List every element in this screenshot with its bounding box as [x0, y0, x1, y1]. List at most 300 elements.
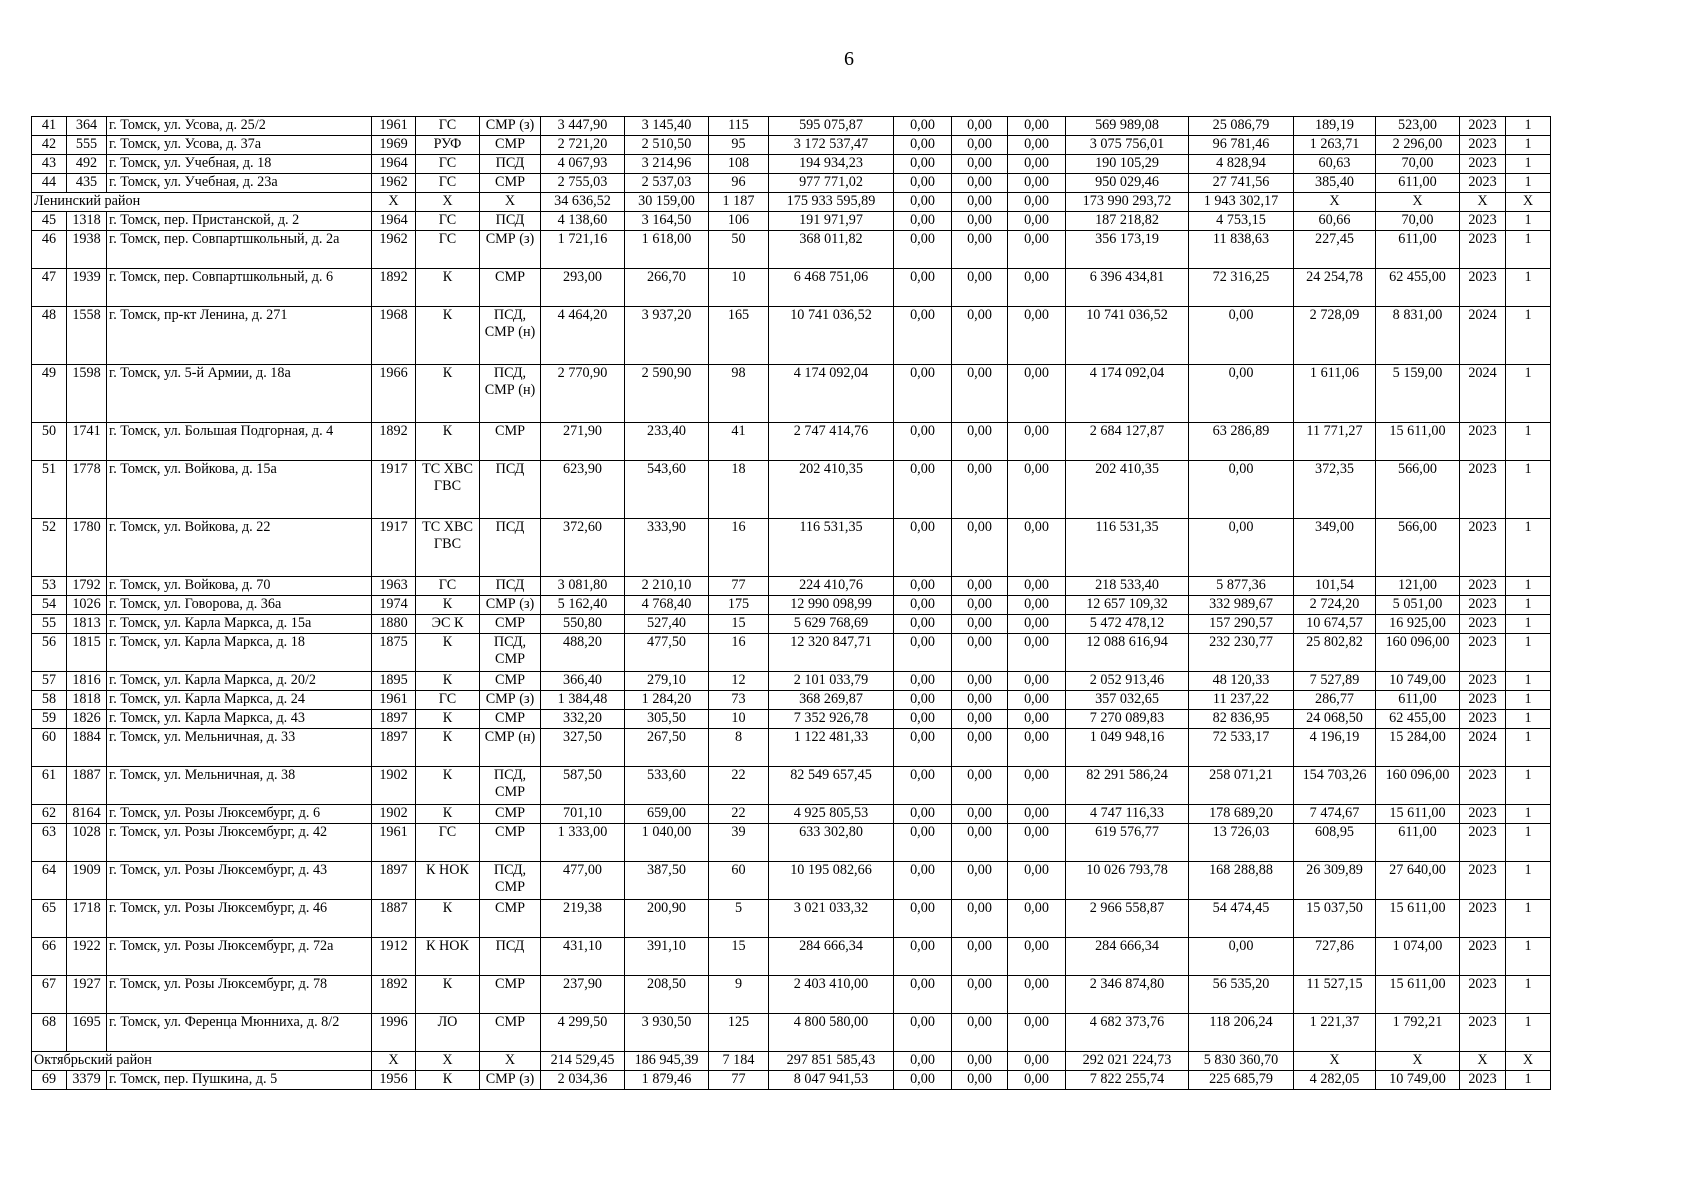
- build-year-cell: 1887: [372, 900, 416, 938]
- owner-funds-cell: 4 682 373,76: [1066, 1014, 1189, 1052]
- total-cost-cell: 368 011,82: [769, 231, 894, 269]
- registry-number-cell: 1598: [67, 365, 107, 423]
- table-row: [32, 307, 1551, 365]
- roof-material-cell: К: [416, 365, 480, 423]
- registry-number-cell: 1778: [67, 461, 107, 519]
- completion-year-cell: 2023: [1460, 824, 1506, 862]
- row-number-cell: 48: [32, 307, 67, 365]
- work-type-cell: СМР: [480, 1014, 541, 1052]
- residents-cell: 77: [709, 1071, 769, 1090]
- roof-material-cell: К НОК: [416, 862, 480, 900]
- build-year-cell: Х: [372, 1052, 416, 1071]
- federal-funds-cell: 0,00: [894, 938, 952, 976]
- completion-year-cell: Х: [1460, 1052, 1506, 1071]
- living-area-cell: 659,00: [625, 805, 709, 824]
- owner-funds-cell: 187 218,82: [1066, 212, 1189, 231]
- owner-funds-cell: 202 410,35: [1066, 461, 1189, 519]
- living-area-cell: 1 879,46: [625, 1071, 709, 1090]
- registry-number-cell: 492: [67, 155, 107, 174]
- roof-material-cell: К: [416, 710, 480, 729]
- completion-year-cell: 2024: [1460, 365, 1506, 423]
- total-cost-cell: 368 269,87: [769, 691, 894, 710]
- total-area-cell: 623,90: [541, 461, 625, 519]
- registry-number-cell: 1938: [67, 231, 107, 269]
- district-name: Октябрьский район: [32, 1052, 372, 1071]
- row-number-cell: 62: [32, 805, 67, 824]
- build-year-cell: 1902: [372, 767, 416, 805]
- work-type-cell: ПСД, СМР: [480, 862, 541, 900]
- work-type-cell: ПСД: [480, 938, 541, 976]
- roof-material-cell: Х: [416, 193, 480, 212]
- roof-material-cell: ЛО: [416, 1014, 480, 1052]
- work-type-cell: СМР: [480, 805, 541, 824]
- other-funds-cell: 13 726,03: [1189, 824, 1294, 862]
- completion-year-cell: 2023: [1460, 155, 1506, 174]
- local-funds-cell: 0,00: [1008, 938, 1066, 976]
- federal-funds-cell: 0,00: [894, 767, 952, 805]
- total-cost-cell: 116 531,35: [769, 519, 894, 577]
- registry-number-cell: 1818: [67, 691, 107, 710]
- total-area-cell: 219,38: [541, 900, 625, 938]
- living-area-cell: 3 214,96: [625, 155, 709, 174]
- build-year-cell: 1897: [372, 729, 416, 767]
- total-area-cell: 1 384,48: [541, 691, 625, 710]
- total-area-cell: 587,50: [541, 767, 625, 805]
- cost-per-sqm-cell: 349,00: [1294, 519, 1376, 577]
- build-year-cell: 1974: [372, 596, 416, 615]
- federal-funds-cell: 0,00: [894, 596, 952, 615]
- cost-per-sqm-cell: 727,86: [1294, 938, 1376, 976]
- roof-material-cell: ГС: [416, 577, 480, 596]
- max-cost-per-sqm-cell: 27 640,00: [1376, 862, 1460, 900]
- work-type-cell: СМР: [480, 174, 541, 193]
- work-type-cell: ПСД: [480, 577, 541, 596]
- regional-funds-cell: 0,00: [952, 634, 1008, 672]
- table-row: [32, 976, 1551, 1014]
- regional-funds-cell: 0,00: [952, 729, 1008, 767]
- living-area-cell: 3 164,50: [625, 212, 709, 231]
- living-area-cell: 533,60: [625, 767, 709, 805]
- residents-cell: 8: [709, 729, 769, 767]
- total-cost-cell: 977 771,02: [769, 174, 894, 193]
- other-funds-cell: 56 535,20: [1189, 976, 1294, 1014]
- cost-per-sqm-cell: 2 728,09: [1294, 307, 1376, 365]
- completion-year-cell: 2023: [1460, 938, 1506, 976]
- max-cost-per-sqm-cell: 15 611,00: [1376, 900, 1460, 938]
- other-funds-cell: 54 474,45: [1189, 900, 1294, 938]
- cost-per-sqm-cell: 26 309,89: [1294, 862, 1376, 900]
- regional-funds-cell: 0,00: [952, 231, 1008, 269]
- total-cost-cell: 82 549 657,45: [769, 767, 894, 805]
- address-cell: г. Томск, пр-кт Ленина, д. 271: [107, 307, 372, 365]
- other-funds-cell: 11 838,63: [1189, 231, 1294, 269]
- registry-number-cell: 3379: [67, 1071, 107, 1090]
- max-cost-per-sqm-cell: 611,00: [1376, 824, 1460, 862]
- completion-year-cell: 2023: [1460, 519, 1506, 577]
- cost-per-sqm-cell: 24 068,50: [1294, 710, 1376, 729]
- completion-year-cell: 2023: [1460, 212, 1506, 231]
- district-total-row: [32, 193, 1551, 212]
- local-funds-cell: 0,00: [1008, 710, 1066, 729]
- table-row: [32, 269, 1551, 307]
- row-number-cell: 67: [32, 976, 67, 1014]
- regional-funds-cell: 0,00: [952, 862, 1008, 900]
- registry-number-cell: 1028: [67, 824, 107, 862]
- federal-funds-cell: 0,00: [894, 805, 952, 824]
- living-area-cell: 391,10: [625, 938, 709, 976]
- living-area-cell: 477,50: [625, 634, 709, 672]
- other-funds-cell: 4 828,94: [1189, 155, 1294, 174]
- table-row: [32, 938, 1551, 976]
- local-funds-cell: 0,00: [1008, 596, 1066, 615]
- address-cell: г. Томск, ул. Мельничная, д. 38: [107, 767, 372, 805]
- max-cost-per-sqm-cell: 611,00: [1376, 691, 1460, 710]
- other-funds-cell: 258 071,21: [1189, 767, 1294, 805]
- district-name: Ленинский район: [32, 193, 372, 212]
- work-type-cell: ПСД, СМР: [480, 634, 541, 672]
- registry-number-cell: 1826: [67, 710, 107, 729]
- work-count-cell: 1: [1506, 155, 1551, 174]
- other-funds-cell: 178 689,20: [1189, 805, 1294, 824]
- total-cost-cell: 5 629 768,69: [769, 615, 894, 634]
- row-number-cell: 52: [32, 519, 67, 577]
- local-funds-cell: 0,00: [1008, 423, 1066, 461]
- federal-funds-cell: 0,00: [894, 824, 952, 862]
- living-area-cell: 3 145,40: [625, 117, 709, 136]
- living-area-cell: 305,50: [625, 710, 709, 729]
- table-row: [32, 729, 1551, 767]
- registry-number-cell: 555: [67, 136, 107, 155]
- work-count-cell: 1: [1506, 862, 1551, 900]
- row-number-cell: 49: [32, 365, 67, 423]
- owner-funds-cell: 357 032,65: [1066, 691, 1189, 710]
- total-area-cell: 2 721,20: [541, 136, 625, 155]
- row-number-cell: 61: [32, 767, 67, 805]
- address-cell: г. Томск, ул. Усова, д. 37а: [107, 136, 372, 155]
- table-row: [32, 174, 1551, 193]
- build-year-cell: 1912: [372, 938, 416, 976]
- cost-per-sqm-cell: 1 611,06: [1294, 365, 1376, 423]
- total-area-cell: 488,20: [541, 634, 625, 672]
- local-funds-cell: 0,00: [1008, 231, 1066, 269]
- table-row: [32, 615, 1551, 634]
- table-row: [32, 824, 1551, 862]
- total-cost-cell: 633 302,80: [769, 824, 894, 862]
- roof-material-cell: К: [416, 672, 480, 691]
- owner-funds-cell: 190 105,29: [1066, 155, 1189, 174]
- max-cost-per-sqm-cell: 121,00: [1376, 577, 1460, 596]
- max-cost-per-sqm-cell: Х: [1376, 193, 1460, 212]
- work-type-cell: ПСД: [480, 155, 541, 174]
- regional-funds-cell: 0,00: [952, 136, 1008, 155]
- federal-funds-cell: 0,00: [894, 976, 952, 1014]
- federal-funds-cell: 0,00: [894, 174, 952, 193]
- roof-material-cell: ГС: [416, 174, 480, 193]
- address-cell: г. Томск, пер. Пристанской, д. 2: [107, 212, 372, 231]
- residents-cell: 15: [709, 938, 769, 976]
- total-area-cell: 4 464,20: [541, 307, 625, 365]
- regional-funds-cell: 0,00: [952, 577, 1008, 596]
- cost-per-sqm-cell: 60,63: [1294, 155, 1376, 174]
- residents-cell: 10: [709, 269, 769, 307]
- federal-funds-cell: 0,00: [894, 691, 952, 710]
- roof-material-cell: К: [416, 767, 480, 805]
- completion-year-cell: 2023: [1460, 136, 1506, 155]
- total-area-cell: 332,20: [541, 710, 625, 729]
- address-cell: г. Томск, пер. Совпартшкольный, д. 6: [107, 269, 372, 307]
- registry-number-cell: 1927: [67, 976, 107, 1014]
- residents-cell: 165: [709, 307, 769, 365]
- living-area-cell: 527,40: [625, 615, 709, 634]
- work-type-cell: СМР (з): [480, 117, 541, 136]
- owner-funds-cell: 12 657 109,32: [1066, 596, 1189, 615]
- work-count-cell: 1: [1506, 615, 1551, 634]
- work-type-cell: СМР: [480, 710, 541, 729]
- table-row: [32, 231, 1551, 269]
- completion-year-cell: 2023: [1460, 862, 1506, 900]
- work-type-cell: Х: [480, 193, 541, 212]
- row-number-cell: 59: [32, 710, 67, 729]
- total-cost-cell: 10 195 082,66: [769, 862, 894, 900]
- total-area-cell: 477,00: [541, 862, 625, 900]
- work-count-cell: 1: [1506, 365, 1551, 423]
- work-count-cell: 1: [1506, 269, 1551, 307]
- table-row: [32, 805, 1551, 824]
- local-funds-cell: 0,00: [1008, 307, 1066, 365]
- row-number-cell: 66: [32, 938, 67, 976]
- owner-funds-cell: 2 684 127,87: [1066, 423, 1189, 461]
- federal-funds-cell: 0,00: [894, 423, 952, 461]
- work-count-cell: 1: [1506, 1014, 1551, 1052]
- total-area-cell: 327,50: [541, 729, 625, 767]
- total-area-cell: 271,90: [541, 423, 625, 461]
- regional-funds-cell: 0,00: [952, 117, 1008, 136]
- table-row: [32, 1014, 1551, 1052]
- regional-funds-cell: 0,00: [952, 155, 1008, 174]
- local-funds-cell: 0,00: [1008, 1014, 1066, 1052]
- local-funds-cell: 0,00: [1008, 269, 1066, 307]
- max-cost-per-sqm-cell: Х: [1376, 1052, 1460, 1071]
- address-cell: г. Томск, ул. Розы Люксембург, д. 72а: [107, 938, 372, 976]
- max-cost-per-sqm-cell: 70,00: [1376, 212, 1460, 231]
- regional-funds-cell: 0,00: [952, 212, 1008, 231]
- residents-cell: 18: [709, 461, 769, 519]
- address-cell: г. Томск, ул. Карла Маркса, д. 15а: [107, 615, 372, 634]
- owner-funds-cell: 4 747 116,33: [1066, 805, 1189, 824]
- build-year-cell: 1902: [372, 805, 416, 824]
- build-year-cell: 1962: [372, 231, 416, 269]
- owner-funds-cell: 6 396 434,81: [1066, 269, 1189, 307]
- local-funds-cell: 0,00: [1008, 136, 1066, 155]
- max-cost-per-sqm-cell: 16 925,00: [1376, 615, 1460, 634]
- regional-funds-cell: 0,00: [952, 1071, 1008, 1090]
- build-year-cell: 1892: [372, 976, 416, 1014]
- local-funds-cell: 0,00: [1008, 615, 1066, 634]
- max-cost-per-sqm-cell: 611,00: [1376, 231, 1460, 269]
- total-cost-cell: 194 934,23: [769, 155, 894, 174]
- owner-funds-cell: 5 472 478,12: [1066, 615, 1189, 634]
- row-number-cell: 47: [32, 269, 67, 307]
- residents-cell: 9: [709, 976, 769, 1014]
- address-cell: г. Томск, ул. Ференца Мюнниха, д. 8/2: [107, 1014, 372, 1052]
- completion-year-cell: 2023: [1460, 1071, 1506, 1090]
- completion-year-cell: 2023: [1460, 423, 1506, 461]
- regional-funds-cell: 0,00: [952, 976, 1008, 1014]
- max-cost-per-sqm-cell: 8 831,00: [1376, 307, 1460, 365]
- roof-material-cell: Х: [416, 1052, 480, 1071]
- total-cost-cell: 3 021 033,32: [769, 900, 894, 938]
- build-year-cell: 1996: [372, 1014, 416, 1052]
- registry-number-cell: 1318: [67, 212, 107, 231]
- row-number-cell: 41: [32, 117, 67, 136]
- regional-funds-cell: 0,00: [952, 691, 1008, 710]
- registry-number-cell: 364: [67, 117, 107, 136]
- registry-number-cell: 1718: [67, 900, 107, 938]
- federal-funds-cell: 0,00: [894, 155, 952, 174]
- living-area-cell: 2 210,10: [625, 577, 709, 596]
- roof-material-cell: К: [416, 634, 480, 672]
- cost-per-sqm-cell: 10 674,57: [1294, 615, 1376, 634]
- work-count-cell: 1: [1506, 976, 1551, 1014]
- regional-funds-cell: 0,00: [952, 193, 1008, 212]
- residents-cell: 22: [709, 805, 769, 824]
- registry-number-cell: 1909: [67, 862, 107, 900]
- build-year-cell: 1961: [372, 691, 416, 710]
- other-funds-cell: 232 230,77: [1189, 634, 1294, 672]
- living-area-cell: 200,90: [625, 900, 709, 938]
- cost-per-sqm-cell: 7 474,67: [1294, 805, 1376, 824]
- other-funds-cell: 5 830 360,70: [1189, 1052, 1294, 1071]
- work-type-cell: СМР (з): [480, 596, 541, 615]
- address-cell: г. Томск, ул. 5-й Армии, д. 18а: [107, 365, 372, 423]
- residents-cell: 175: [709, 596, 769, 615]
- row-number-cell: 43: [32, 155, 67, 174]
- residents-cell: 15: [709, 615, 769, 634]
- federal-funds-cell: 0,00: [894, 365, 952, 423]
- completion-year-cell: 2023: [1460, 577, 1506, 596]
- cost-per-sqm-cell: 608,95: [1294, 824, 1376, 862]
- completion-year-cell: 2023: [1460, 1014, 1506, 1052]
- other-funds-cell: 63 286,89: [1189, 423, 1294, 461]
- cost-per-sqm-cell: 4 196,19: [1294, 729, 1376, 767]
- address-cell: г. Томск, ул. Войкова, д. 70: [107, 577, 372, 596]
- local-funds-cell: 0,00: [1008, 862, 1066, 900]
- other-funds-cell: 157 290,57: [1189, 615, 1294, 634]
- regional-funds-cell: 0,00: [952, 423, 1008, 461]
- work-type-cell: СМР: [480, 423, 541, 461]
- local-funds-cell: 0,00: [1008, 900, 1066, 938]
- completion-year-cell: 2023: [1460, 596, 1506, 615]
- total-cost-cell: 284 666,34: [769, 938, 894, 976]
- other-funds-cell: 27 741,56: [1189, 174, 1294, 193]
- table-row: [32, 136, 1551, 155]
- row-number-cell: 42: [32, 136, 67, 155]
- table-row: [32, 117, 1551, 136]
- address-cell: г. Томск, ул. Учебная, д. 18: [107, 155, 372, 174]
- federal-funds-cell: 0,00: [894, 577, 952, 596]
- local-funds-cell: 0,00: [1008, 634, 1066, 672]
- total-area-cell: 4 067,93: [541, 155, 625, 174]
- housing-register-table: [31, 116, 1551, 1090]
- total-cost-cell: 10 741 036,52: [769, 307, 894, 365]
- build-year-cell: 1961: [372, 117, 416, 136]
- work-count-cell: 1: [1506, 461, 1551, 519]
- roof-material-cell: К НОК: [416, 938, 480, 976]
- living-area-cell: 186 945,39: [625, 1052, 709, 1071]
- owner-funds-cell: 1 049 948,16: [1066, 729, 1189, 767]
- address-cell: г. Томск, ул. Войкова, д. 22: [107, 519, 372, 577]
- total-cost-cell: 4 925 805,53: [769, 805, 894, 824]
- table-row: [32, 365, 1551, 423]
- table-row: [32, 634, 1551, 672]
- residents-cell: 73: [709, 691, 769, 710]
- cost-per-sqm-cell: 385,40: [1294, 174, 1376, 193]
- cost-per-sqm-cell: 4 282,05: [1294, 1071, 1376, 1090]
- residents-cell: 1 187: [709, 193, 769, 212]
- work-type-cell: СМР: [480, 136, 541, 155]
- federal-funds-cell: 0,00: [894, 1052, 952, 1071]
- row-number-cell: 58: [32, 691, 67, 710]
- address-cell: г. Томск, ул. Мельничная, д. 33: [107, 729, 372, 767]
- table-row: [32, 710, 1551, 729]
- local-funds-cell: 0,00: [1008, 193, 1066, 212]
- roof-material-cell: К: [416, 307, 480, 365]
- regional-funds-cell: 0,00: [952, 365, 1008, 423]
- owner-funds-cell: 2 966 558,87: [1066, 900, 1189, 938]
- total-area-cell: 4 138,60: [541, 212, 625, 231]
- cost-per-sqm-cell: 11 771,27: [1294, 423, 1376, 461]
- other-funds-cell: 48 120,33: [1189, 672, 1294, 691]
- completion-year-cell: 2023: [1460, 231, 1506, 269]
- federal-funds-cell: 0,00: [894, 634, 952, 672]
- work-type-cell: СМР: [480, 269, 541, 307]
- row-number-cell: 53: [32, 577, 67, 596]
- registry-number-cell: 1922: [67, 938, 107, 976]
- regional-funds-cell: 0,00: [952, 805, 1008, 824]
- owner-funds-cell: 569 989,08: [1066, 117, 1189, 136]
- residents-cell: 125: [709, 1014, 769, 1052]
- total-cost-cell: 4 174 092,04: [769, 365, 894, 423]
- residents-cell: 12: [709, 672, 769, 691]
- work-count-cell: 1: [1506, 691, 1551, 710]
- other-funds-cell: 82 836,95: [1189, 710, 1294, 729]
- total-area-cell: 1 721,16: [541, 231, 625, 269]
- total-area-cell: 2 770,90: [541, 365, 625, 423]
- owner-funds-cell: 10 026 793,78: [1066, 862, 1189, 900]
- registry-number-cell: 1026: [67, 596, 107, 615]
- registry-number-cell: 1558: [67, 307, 107, 365]
- regional-funds-cell: 0,00: [952, 900, 1008, 938]
- work-type-cell: СМР (з): [480, 691, 541, 710]
- max-cost-per-sqm-cell: 62 455,00: [1376, 710, 1460, 729]
- local-funds-cell: 0,00: [1008, 1052, 1066, 1071]
- work-count-cell: 1: [1506, 1071, 1551, 1090]
- row-number-cell: 55: [32, 615, 67, 634]
- table-row: [32, 519, 1551, 577]
- regional-funds-cell: 0,00: [952, 1052, 1008, 1071]
- row-number-cell: 68: [32, 1014, 67, 1052]
- federal-funds-cell: 0,00: [894, 212, 952, 231]
- residents-cell: 108: [709, 155, 769, 174]
- other-funds-cell: 0,00: [1189, 365, 1294, 423]
- total-cost-cell: 2 101 033,79: [769, 672, 894, 691]
- work-count-cell: 1: [1506, 212, 1551, 231]
- regional-funds-cell: 0,00: [952, 519, 1008, 577]
- other-funds-cell: 72 316,25: [1189, 269, 1294, 307]
- table-row: [32, 212, 1551, 231]
- owner-funds-cell: 7 822 255,74: [1066, 1071, 1189, 1090]
- address-cell: г. Томск, ул. Розы Люксембург, д. 43: [107, 862, 372, 900]
